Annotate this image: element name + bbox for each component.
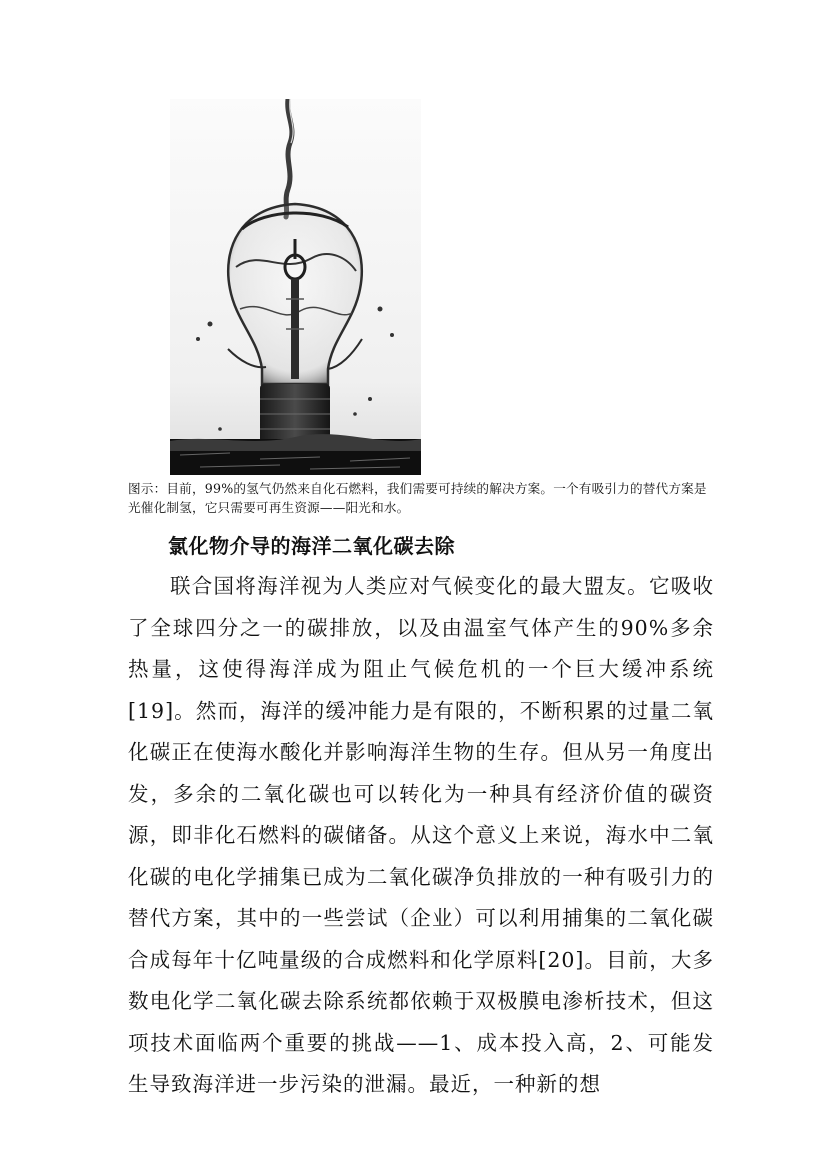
section-title: 氯化物介导的海洋二氧化碳去除 [168,534,455,558]
lightbulb-water-splash-photo [170,99,421,475]
figure-caption: 图示：目前，99%的氢气仍然来自化石燃料，我们需要可持续的解决方案。一个有吸引力的替代方案是光催化制氢，它只需要可再生资源——阳光和水。 [128,481,707,515]
body-paragraph: 联合国将海洋视为人类应对气候变化的最大盟友。它吸收了全球四分之一的碳排放，以及由温室气体产生的90%多余热量，这使得海洋成为阻止气候危机的一个巨大缓冲系统[19]。然而，海洋的缓冲能力是有限的，不断积累的过量二氧化碳正在使海水酸化并影响海洋生物的生存。但从另一角度出发，多余的二氧化碳也可以转化为一种具有经济价值的碳资源，即非化石燃料的碳储备。从这个意义上来说，海水中二氧化碳的电化学捕集已成为二氧化碳净负排放的一种有吸引力的替代方案，其中的一些尝试（企业）可以利用捕集的二氧化碳合成每年十亿吨量级的合成燃料和化学原料[20]。目前，大多数电化学二氧化碳去除系统都依赖于双极膜电渗析技术，但这项技术面临两个重要的挑战——1、成本投入高，2、可能发生导致海洋进一步污染的泄漏。最近，一种新的想 [128,574,714,1096]
